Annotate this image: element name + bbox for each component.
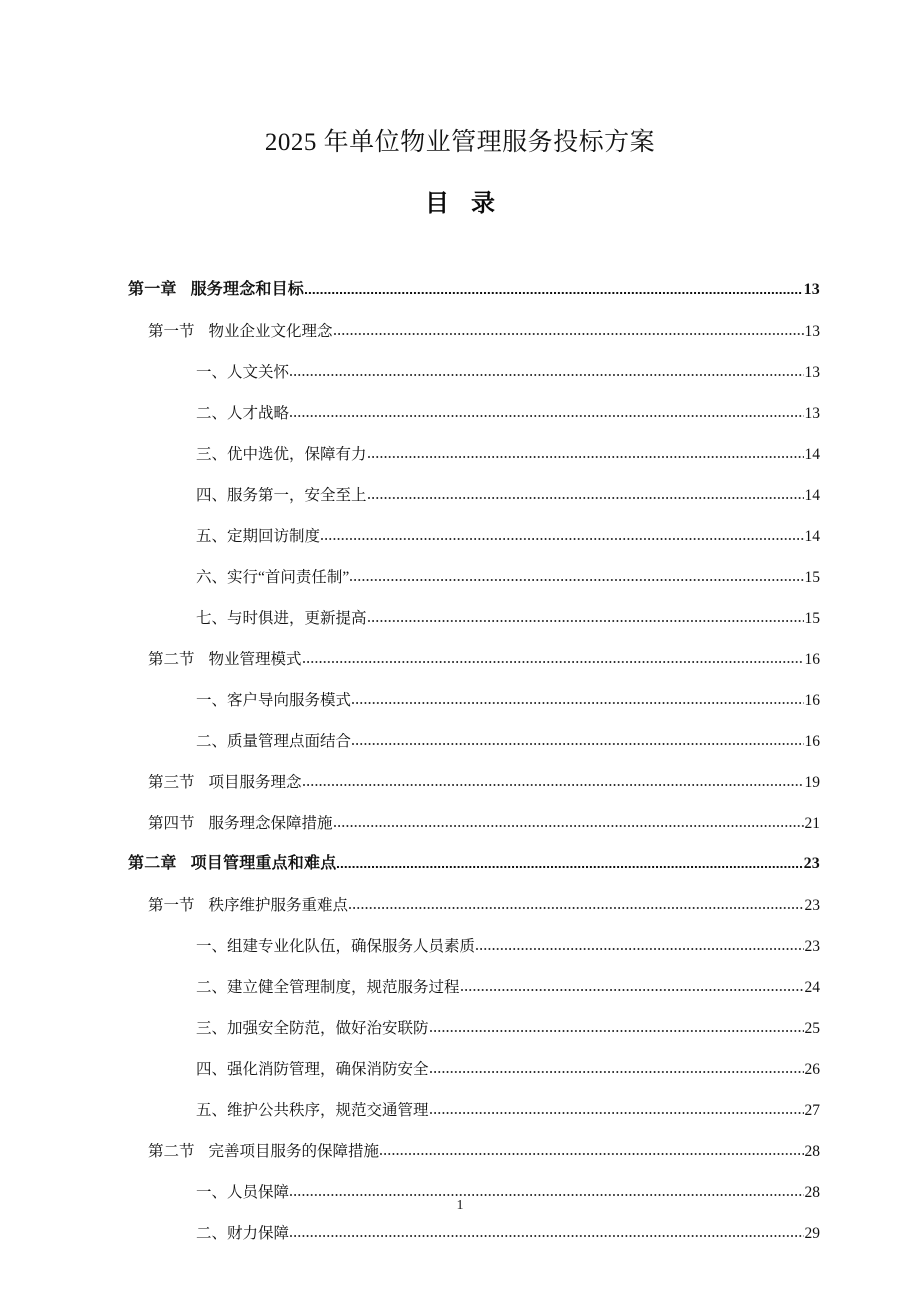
toc-entry-label [196, 528, 320, 545]
toc-entry[interactable] [0, 1037, 920, 1078]
toc-entry[interactable] [0, 996, 920, 1037]
toc-leader-dots [352, 698, 803, 706]
toc-entry-page-number: 23 [804, 937, 820, 955]
toc-entry[interactable] [0, 258, 920, 299]
toc-leader-dots [368, 452, 804, 460]
toc-entry-page-number: 13 [804, 363, 820, 381]
toc-leader-dots [350, 575, 803, 583]
toc-leader-dots [334, 821, 804, 829]
document-title: 2025 年单位物业管理服务投标方案 [264, 129, 656, 156]
toc-entry-text: 三、加强安全防范，做好治安联防 [196, 1019, 429, 1037]
toc-leader-dots [349, 903, 803, 911]
toc-entry-page-number: 28 [804, 1142, 820, 1160]
toc-entry[interactable] [0, 381, 920, 422]
toc-entry-number: 第二章 [128, 855, 177, 873]
toc-leader-dots [430, 1026, 804, 1034]
toc-leader-dots [290, 370, 803, 378]
toc-leader-dots [290, 1190, 803, 1198]
toc-entry-page-number: 23 [803, 855, 820, 873]
toc-entry[interactable] [0, 832, 920, 873]
toc-entry-label [148, 815, 333, 832]
toc-entry-label [196, 938, 475, 955]
toc-entry-text: 二、人才战略 [196, 404, 290, 422]
toc-leader-dots [380, 1149, 803, 1157]
toc-entry-text: 七、与时俱进，更新提高 [196, 609, 367, 627]
toc-entry-page-number: 13 [803, 281, 820, 299]
toc-leader-dots [368, 493, 804, 501]
toc-entry-page-number: 15 [804, 568, 820, 586]
toc-entry-number: 第一节 [148, 322, 195, 340]
toc-entry-label [196, 1020, 429, 1037]
toc-entry-number: 第三节 [148, 773, 195, 791]
toc-entry-label [148, 323, 333, 340]
toc-entry-page-number: 15 [804, 609, 820, 627]
toc-entry-text: 三、优中选优，保障有力 [196, 445, 367, 463]
toc-entry-text: 项目服务理念 [208, 773, 302, 791]
toc-entry-text: 一、人文关怀 [196, 363, 290, 381]
toc-entry[interactable] [0, 463, 920, 504]
toc-entry-text: 项目管理重点和难点 [190, 855, 337, 873]
toc-entry[interactable] [0, 340, 920, 381]
toc-entry[interactable] [0, 299, 920, 340]
table-of-contents [0, 258, 920, 1242]
toc-entry-text: 四、强化消防管理，确保消防安全 [196, 1060, 429, 1078]
toc-entry-page-number: 23 [804, 896, 820, 914]
toc-entry-text: 物业企业文化理念 [208, 322, 333, 340]
toc-entry-text: 二、财力保障 [196, 1224, 290, 1242]
toc-entry-label [128, 281, 304, 299]
toc-entry-text: 一、客户导向服务模式 [196, 691, 352, 709]
toc-leader-dots [352, 739, 803, 747]
toc-entry-page-number: 27 [804, 1101, 820, 1119]
toc-entry-page-number: 13 [804, 322, 820, 340]
toc-entry-label [148, 1143, 379, 1160]
toc-entry-label [148, 774, 302, 791]
toc-entry-label [196, 487, 367, 504]
toc-entry-text: 一、人员保障 [196, 1183, 290, 1201]
toc-entry-page-number: 16 [804, 691, 820, 709]
toc-entry-page-number: 14 [804, 486, 820, 504]
toc-entry-label [128, 855, 336, 873]
toc-leader-dots [303, 780, 804, 788]
toc-leader-dots [290, 411, 803, 419]
toc-entry-label [196, 405, 289, 422]
toc-entry-text: 四、服务第一，安全至上 [196, 486, 367, 504]
toc-entry-label [196, 364, 289, 381]
toc-entry-page-number: 13 [804, 404, 820, 422]
toc-entry[interactable] [0, 1078, 920, 1119]
toc-entry[interactable] [0, 914, 920, 955]
toc-entry-text: 完善项目服务的保障措施 [208, 1142, 380, 1160]
toc-entry-label [196, 1061, 429, 1078]
toc-leader-dots [430, 1067, 804, 1075]
footer-page-number: 1 [456, 1198, 464, 1213]
toc-entry-number: 第二节 [148, 650, 195, 668]
toc-heading-char-left: 目 [425, 191, 449, 217]
toc-entry-text: 服务理念保障措施 [208, 814, 333, 832]
toc-entry-text: 物业管理模式 [208, 650, 302, 668]
toc-entry-text: 二、建立健全管理制度，规范服务过程 [196, 978, 460, 996]
toc-leader-dots [430, 1108, 804, 1116]
toc-entry-number: 第一节 [148, 896, 195, 914]
toc-entry-number: 第四节 [148, 814, 195, 832]
toc-entry[interactable] [0, 668, 920, 709]
toc-leader-dots [305, 288, 803, 296]
toc-entry-label [148, 651, 302, 668]
toc-entry-label [196, 446, 367, 463]
toc-entry-text: 服务理念和目标 [190, 281, 305, 299]
toc-entry[interactable] [0, 1160, 920, 1201]
toc-entry-text: 一、组建专业化队伍，确保服务人员素质 [196, 937, 476, 955]
toc-entry-label [196, 569, 349, 586]
toc-entry-label [196, 979, 460, 996]
toc-entry-text: 秩序维护服务重难点 [208, 896, 349, 914]
toc-entry[interactable] [0, 709, 920, 750]
toc-entry[interactable] [0, 873, 920, 914]
toc-entry-page-number: 14 [804, 445, 820, 463]
toc-entry-text: 五、定期回访制度 [196, 527, 321, 545]
toc-entry-page-number: 26 [804, 1060, 820, 1078]
toc-leader-dots [337, 862, 802, 870]
toc-entry[interactable] [0, 955, 920, 996]
toc-entry[interactable] [0, 750, 920, 791]
toc-entry-text: 六、实行“首问责任制” [196, 568, 350, 586]
toc-entry-page-number: 21 [804, 814, 820, 832]
toc-entry-label [196, 1225, 289, 1242]
toc-entry-page-number: 14 [804, 527, 820, 545]
toc-entry-label [196, 733, 351, 750]
toc-leader-dots [303, 657, 804, 665]
toc-entry-label [196, 692, 351, 709]
toc-entry[interactable] [0, 422, 920, 463]
toc-entry[interactable] [0, 545, 920, 586]
toc-entry-page-number: 19 [804, 773, 820, 791]
toc-entry-number: 第二节 [148, 1142, 195, 1160]
toc-entry-page-number: 16 [804, 732, 820, 750]
toc-entry[interactable] [0, 1119, 920, 1160]
toc-entry-label [196, 610, 367, 627]
toc-entry[interactable] [0, 791, 920, 832]
toc-leader-dots [334, 329, 804, 337]
toc-entry-page-number: 29 [804, 1224, 820, 1242]
toc-entry-page-number: 16 [804, 650, 820, 668]
toc-entry-page-number: 25 [804, 1019, 820, 1037]
toc-entry-label [196, 1102, 429, 1119]
toc-entry-page-number: 28 [804, 1183, 820, 1201]
toc-entry-text: 二、质量管理点面结合 [196, 732, 352, 750]
toc-leader-dots [368, 616, 804, 624]
toc-leader-dots [476, 944, 803, 952]
toc-leader-dots [321, 534, 803, 542]
toc-leader-dots [461, 985, 804, 993]
toc-heading-char-right: 录 [471, 191, 495, 217]
toc-leader-dots [290, 1231, 803, 1239]
toc-entry[interactable] [0, 627, 920, 668]
toc-entry-label [148, 897, 348, 914]
toc-entry[interactable] [0, 504, 920, 545]
toc-entry-page-number: 24 [804, 978, 820, 996]
toc-entry[interactable] [0, 586, 920, 627]
toc-entry-text: 五、维护公共秩序，规范交通管理 [196, 1101, 429, 1119]
toc-entry-number: 第一章 [128, 281, 177, 299]
table-of-contents-heading [0, 183, 920, 218]
